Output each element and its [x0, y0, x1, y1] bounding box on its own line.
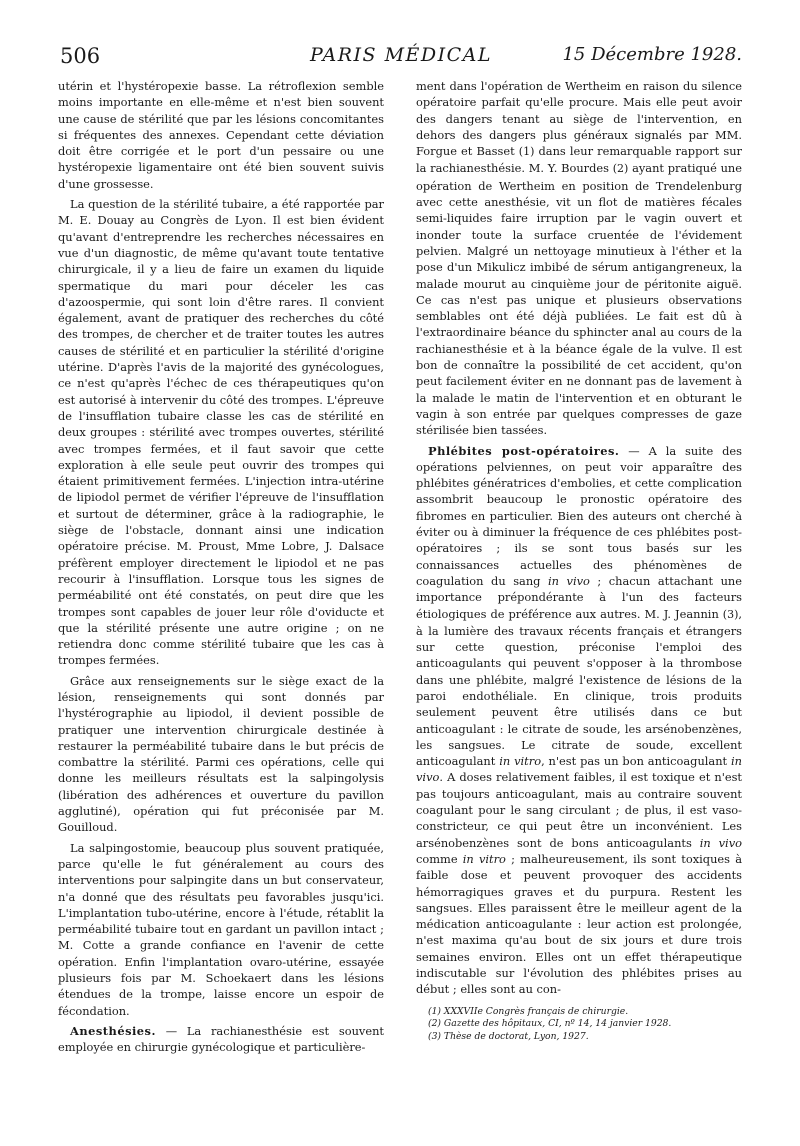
text-run: dans leur remarquable rapport sur la rachianesthésie. M. Y. Bourdes — [416, 144, 742, 176]
paragraph: Grâce aux renseignements sur le siège exact de la lésion, renseignements qui sont donnés par l'hystérographie au lipiodol, il devient possible de pratiquer une intervention chirurgicale destinée à restaurer la perméabilité tubaire dans le but précis de combattre la stérilité. Parmi ces opérations, celle qui donne les meilleurs résultats est la salpingolysis (libération des adhérences et ouverture du pavillon agglutiné), opération qui fut préconisée par M. Gouilloud. — [58, 673, 384, 835]
paragraph — [416, 78, 742, 439]
page-header — [60, 44, 742, 70]
footnote: (3) Thèse de doctorat, Lyon, 1927. — [428, 1030, 589, 1042]
page-number: 506 — [60, 44, 101, 68]
paragraph-text: — La rachianesthésie est souvent employée en chirurgie gynécologique et particulière- — [58, 1023, 384, 1055]
footnote-ref: (3) — [722, 607, 739, 621]
journal-title: PARIS MÉDICAL — [309, 44, 493, 66]
section-heading: Phlébites post-opératoires. — [428, 443, 620, 458]
footnote: (2) Gazette des hôpitaux, CI, nº 14, 14 janvier 1928. — [428, 1018, 672, 1030]
text-run: comme — [416, 851, 463, 866]
italic-term: in vitro — [462, 851, 506, 866]
italic-term: in vitro — [499, 754, 542, 769]
text-run: ; chacun attachant une importance prépondérante à l'un des facteurs étiologiques de préférence aux autres. M. J. Jeannin — [416, 573, 742, 621]
footnotes — [416, 1006, 742, 1044]
issue-date: 15 Décembre 1928. — [562, 44, 742, 65]
section-heading: Anesthésies. — [70, 1023, 156, 1038]
text-run: ; malheureusement, ils sont toxiques à faible dose et peuvent provoquer des accidents hémorragiques graves et du purpura. Restent les sangsues. Elles paraissent être le meilleur agent de la médication anticoagulante : leur action est prolongée, n'est maxima qu'au bout de six jours et dure trois semaines environ. Elles ont un effet thérapeutique indiscutable sur l'évolution des phlébites prises au début ; elles sont au con- — [416, 851, 743, 997]
footnote: (1) XXXVIIe Congrès français de chirurgie. — [428, 1005, 629, 1017]
text-run: . A doses relativement faibles, il est toxique et n'est pas toujours anticoagulant, mais au contraire souvent coagulant pour le sang circulant ; de plus, il est vaso-constricteur, ce qui peut être un inconvénient. Les arsénobenzènes sont de bons anticoagulants — [416, 770, 742, 850]
paragraph-phlebites — [416, 443, 742, 998]
text-run: — A la suite des opérations pelviennes, on peut voir apparaître des phlébites génératrices d'embolies, et cette complication assombrit beaucoup le pronostic opératoire des fibromes en particulier. Bien des auteurs ont cherché à éviter ou à diminuer la fréquence de ces phlébites post-opératoires ; ils se sont tous basés sur les connaissances actuelles des phénomènes de coagulation du sang — [416, 443, 742, 588]
paragraph-anesthesies — [58, 1023, 384, 1056]
text-run: , à la lumière des travaux récents français et étrangers sur cette question, préconise l'emploi des anticoagulants qui peuvent s'opposer à la thrombose dans une phlébite, malgré l'existence de lésions de la paroi endothéliale. En clinique, trois produits seulement peuvent être utilisés dans ce but anticoagulant : le citrate de soude, les arsénobenzènes, les sangsues. Le citrate de soude, excellent anticoagulant — [416, 606, 742, 769]
text-run: , n'est pas un bon anticoagulant — [541, 754, 732, 769]
right-column — [416, 78, 742, 1043]
footnote-ref: (1) — [518, 145, 535, 159]
italic-term: in vivo — [699, 835, 742, 850]
footnote-ref: (2) — [612, 162, 629, 176]
italic-term: in vivo — [416, 754, 742, 785]
paragraph: La question de la stérilité tubaire, a été rapportée par M. E. Douay au Congrès de Lyon. Il est bien évident qu'avant d'entreprendre les recherches nécessaires en vue d'un diagnostic, de même qu'avant toute tentative chirurgicale, il y a lieu de faire un examen du liquide spermatique du mari pour déceler les cas d'azoospermie, qui sont loin d'être rares. Il convient également, avant de pratiquer des recherches du côté des trompes, de chercher et de traiter toutes les autres causes de stérilité et en particulier la stérilité d'origine utérine. D'après l'avis de la majorité des gynécologues, ce n'est qu'après l'échec de ces thérapeutiques qu'on est autorisé à intervenir du côté des trompes. L'épreuve de l'insufflation tubaire classe les cas de stérilité en deux groupes : stérilité avec trompes ouvertes, stérilité avec trompes fermées, et il faut savoir que cette exploration à elle seule peut ouvrir des trompes qui étaient primitivement fermées. L'injection intra-utérine de lipiodol permet de vérifier l'épreuve de l'insufflation et surtout de déterminer, grâce à la radiographie, le siège de l'obstacle, donnant ainsi une indication opératoire précise. M. Proust, Mme Lobre, J. Dalsace préfèrent employer directement le lipiodol et ne pas recourir à l'insufflation. Lorsque tous les signes de perméabilité ont été constatés, on peut dire que les trompes sont capables de jouer leur rôle d'oviducte et que la stérilité présente une autre origine ; on ne retiendra donc comme stérilité tubaire que les cas à trompes fermées. — [58, 197, 384, 668]
text-run: ment dans l'opération de Wertheim en raison du silence opératoire parfait qu'elle procure. Mais elle peut avoir des dangers tenant au siège de l'intervention, en dehors des dangers plus généraux signalés par MM. Forgue et Basset — [416, 79, 742, 159]
left-column — [58, 78, 384, 1060]
italic-term: in vivo — [548, 573, 590, 588]
paragraph: La salpingostomie, beaucoup plus souvent pratiquée, parce qu'elle le fut généralement au cours des interventions pour salpingite dans un but conservateur, n'a donné que des résultats peu favorables jusqu'ici. L'implantation tubo-utérine, encore à l'étude, rétablit la perméabilité tubaire tout en gardant un pavillon intact ; M. Cotte a grande confiance en l'avenir de cette opération. Enfin l'implantation ovaro-utérine, essayée plusieurs fois par M. Schoekaert dans les lésions étendues de la trompe, laisse encore un espoir de fécondation. — [58, 840, 384, 1018]
text-run: ayant pratiqué une opération de Wertheim en position de Trendelenburg avec cette anesthésie, vit un flot de matières fécales semi-liquides faire irruption par le vagin ouvert et inonder toute la surface cruentée de l'évidement pelvien. Malgré un nettoyage minutieux à l'éther et la pose d'un Mikulicz imbibé de sérum antigangreneux, la malade mourut au cinquième jour de péritonite aiguë. Ce cas n'est pas unique et plusieurs observations semblables ont été déjà publiées. Le fait est dû à l'extraordinaire béance du sphincter anal au cours de la rachianesthésie et à la béance égale de la vulve. Il est bon de connaître la possibilité de cet accident, qu'on peut facilement éviter en ne donnant pas de lavement à la malade le matin de l'intervention et en obturant le vagin à son entrée par quelques compresses de gaze stérilisée bien tassées. — [416, 161, 742, 438]
paragraph: utérin et l'hystéropexie basse. La rétroflexion semble moins importante en elle-même et n'est bien souvent une cause de stérilité que par les lésions concomitantes si fréquentes des annexes. Cependant cette déviation doit être corrigée et le port d'un pessaire ou une hystéropexie ligamentaire ont été bien souvent suivis d'une grossesse. — [58, 79, 384, 191]
